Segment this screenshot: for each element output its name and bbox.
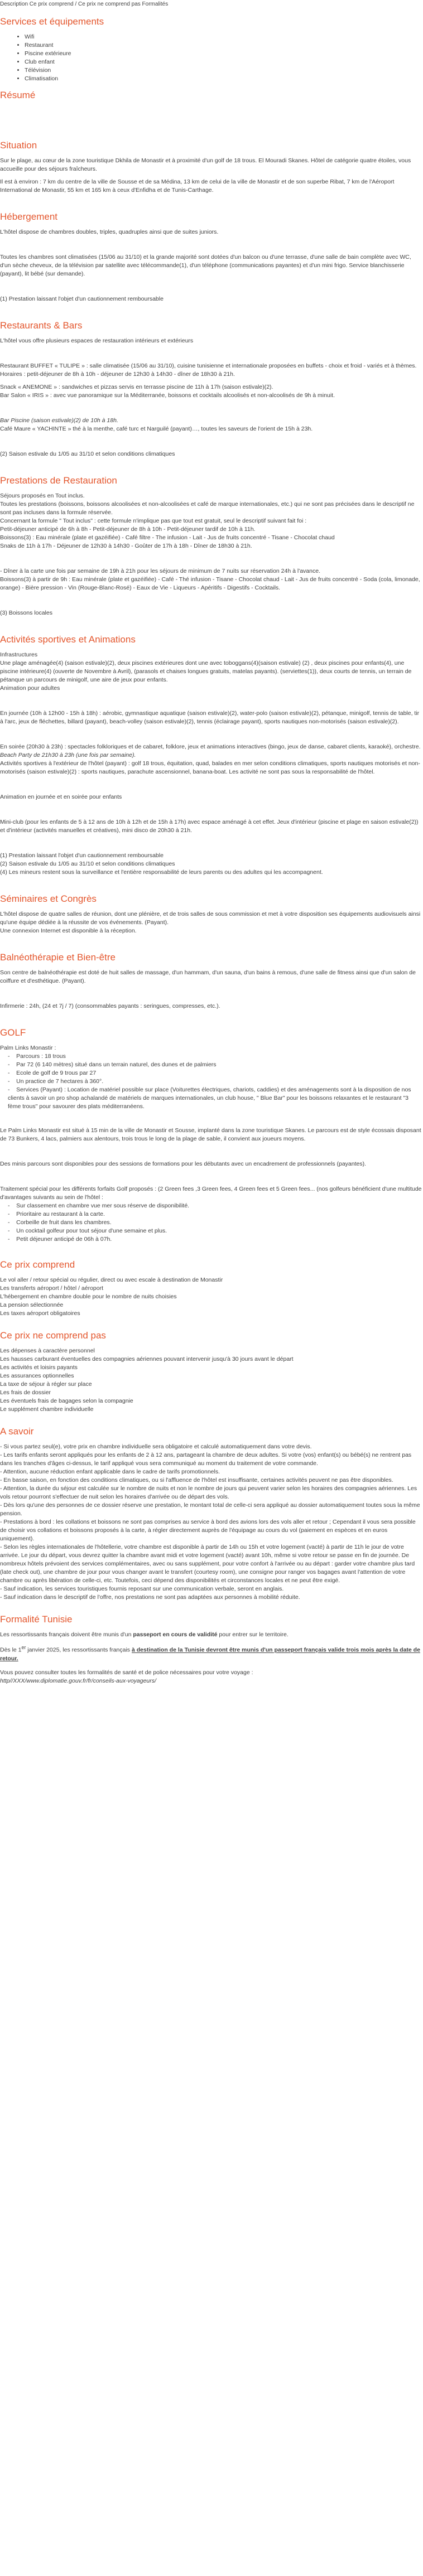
service-item: • Piscine extérieure — [25, 50, 423, 58]
prestations-title: Prestations de Restauration — [0, 475, 117, 486]
spacer — [0, 1114, 423, 1127]
spacer — [0, 1015, 423, 1027]
hebergement-note: (1) Prestation laissant l'objet d'un cautionnement remboursable — [0, 296, 164, 302]
comprend-item: Les taxes aéroport obligatoires — [0, 1310, 80, 1317]
necomprend-item: Les éventuels frais de bagages selon la compagnie — [0, 1398, 133, 1404]
activites-title: Activités sportives et Animations — [0, 634, 136, 645]
formalite-text-bold: passeport en cours de validité — [133, 1631, 218, 1638]
activites-text: En soirée (20h30 à 23h) : spectacles folkloriques et de cabaret, folklore, jeux et animations interactives (bingo, jeux de danse, cabaret clients, karaoké), orchestre. — [0, 743, 421, 750]
golf-text: Des minis parcours sont disponibles pour des sessions de formations pour les débutants avec un encadrement de professionnels (payantes). — [0, 1161, 367, 1167]
spacer — [0, 839, 423, 852]
golf-item: - Par 72 (6 140 mètres) situé dans un terrain naturel, des dunes et de palmiers — [8, 1061, 423, 1069]
activites-note: (1) Prestation laissant l'objet d'un cautionnement remboursable — [0, 852, 164, 859]
formalite-text: Vous pouvez consulter toutes les formalités de santé et de police nécessaires pour votre voyage : — [0, 1669, 253, 1676]
formalite-text-part: janvier 2025, les ressortissants français — [26, 1646, 132, 1654]
necomprend-item: Les activités et loisirs payants — [0, 1364, 78, 1371]
golf-title: GOLF — [0, 1027, 26, 1038]
restaurants-text: Bar Salon « IRIS » : avec vue panoramique sur la Méditerranée, boissons et cocktails alcoolisés et non-alcoolisés de 9h à minuit. — [0, 392, 335, 399]
golf-item: - Services (Payant) : Location de matériel possible sur place (Voiturettes électriques, chariots, caddies) et des aménagements sont à la disposition de nos clients à savoir un pro shop achalandé de matériels de marques internationales, un club house, " Blue Bar" pour les boissons relaxantes et le restaurant "3 fème trous" pour savourer des plats méditerranéens. — [8, 1086, 423, 1111]
golf-item: - Un practice de 7 hectares à 360°. — [8, 1077, 423, 1086]
situation-title: Situation — [0, 140, 37, 151]
spacer — [0, 123, 423, 140]
services-list — [0, 33, 423, 83]
spacer — [0, 597, 423, 609]
seminaires-title: Séminaires et Congrès — [0, 893, 97, 904]
spacer — [0, 107, 423, 123]
formalite-text — [0, 1631, 423, 1639]
prestations-text: Concernant la formule " Tout inclus" : cette formule n'implique pas que tout est gratuit, seul le descriptif suivant fait foi : — [0, 518, 307, 524]
spacer — [0, 731, 423, 743]
formalite-title: Formalité Tunisie — [0, 1614, 73, 1625]
asavoir-item: - Prestations à bord : les collations et boissons ne sont pas comprises au service à bord des avions lors des vols aller et retour ; Cependant il vous sera possible de choisir vos collations et boissons proposés à la carte, à régler directement auprès de l'équipage au cours du vol (paiement en espèces et en euros uniquement). — [0, 1519, 416, 1542]
prestations-note: (3) Boissons locales — [0, 610, 52, 616]
activites-text: Infrastructures — [0, 651, 38, 658]
restaurants-text: Café Maure « YACHINTE » thé à la menthe, café turc et Narguilé (payant)…, toutes les saveurs de l'orient de 15h à 23h. — [0, 426, 313, 432]
asavoir-item: - Attention, aucune réduction enfant applicable dans le cadre de tarifs promotionnels. — [0, 1468, 220, 1475]
necomprend-item: Le supplément chambre individuelle — [0, 1406, 94, 1413]
asavoir-item: - Selon les règles internationales de l'hôtellerie, votre chambre est disponible à partir de 14h ou 15h et votre logement (vacté) à partir de 11h le jour de votre arrivée. Le jour du départ, vous devrez quitter la chambre avant midi et votre logement (vacté) avant 10h, même si votre retour se passe en fin de journée. De nombreux hôtels prévoient des services complémentaires, avec ou sans supplément, pour votre confort à l'arrivée ou au départ : garder votre chambre plus tard (late check out), une chambre de jour pour vous changer avant le transfert (courtesy room), une consigne pour ranger vos bagages avant l'attention de votre chambre ou après libération de celle-ci, etc. Toutefois, ceci dépend des disponibilités et circonstances locales et ne peut être exigé. — [0, 1544, 415, 1584]
spacer — [0, 283, 423, 295]
activites-note: (2) Saison estivale du 1/05 au 31/10 et selon conditions climatiques — [0, 861, 175, 867]
spacer — [0, 1173, 423, 1185]
golf-list — [0, 1052, 423, 1111]
necomprend-item: La taxe de séjour à régler sur place — [0, 1381, 92, 1388]
necomprend-list — [0, 1347, 423, 1414]
asavoir-item: - Sauf indication, les services touristiques fournis reposant sur une communication verbale, seront en anglais. — [0, 1586, 284, 1592]
spacer — [0, 940, 423, 952]
necomprend-item: Les assurances optionnelles — [0, 1372, 74, 1379]
necomprend-item: Les dépenses à caractère personnel — [0, 1347, 95, 1354]
diplomatie-link[interactable]: http//XXX/www.diplomatie.gouv.fr/fr/conseils-aux-voyageurs/ — [0, 1677, 156, 1684]
comprend-item: Le vol aller / retour spécial ou régulier, direct ou avec escale à destination de Monastir — [0, 1277, 223, 1283]
formalite-text-part: pour entrer sur le territoire. — [217, 1631, 289, 1638]
spacer — [0, 308, 423, 320]
golf-advantages-list — [0, 1202, 423, 1244]
comprend-list — [0, 1276, 423, 1318]
spacer — [0, 463, 423, 475]
activites-text: Animation en journée et en soirée pour enfants — [0, 794, 122, 800]
golf-advantage-item: - Prioritaire au restaurant à la carte. — [8, 1210, 423, 1219]
asavoir-item: - Dès lors qu'une des personnes de ce dossier réserve une prestation, le montant total de celle-ci sera appliqué au dossier automatiquement toutes sous la même pension. — [0, 1502, 420, 1517]
asavoir-list — [0, 1443, 423, 1602]
restaurants-title: Restaurants & Bars — [0, 320, 83, 331]
prestations-text: Boissons(3) : Eau minérale (plate et gazéifiée) - Café filtre - The infusion - Lait - Jus de fruits concentré - Tisane - Chocolat chaud — [0, 534, 335, 541]
necomprend-item: Les frais de dossier — [0, 1389, 51, 1396]
balneo-text: Infirmerie : 24h, (24 et 7j / 7) (consommables payants : seringues, compresses, etc.). — [0, 1003, 220, 1009]
spacer — [0, 1414, 423, 1426]
spacer — [0, 781, 423, 793]
golf-text: Traitement spécial pour les différents forfaits Golf proposés : (2 Green fees ,3 Green fees, 4 Green fees et 5 Green fees... (nos golfeurs bénéficient d'une multitude d'avantages suivants au sein de l'hôtel : — [0, 1186, 422, 1201]
restaurants-text: L'hôtel vous offre plusieurs espaces de restauration intérieurs et extérieurs — [0, 337, 194, 344]
tab-bar[interactable]: Description Ce prix comprend / Ce prix ne comprend pas Formalités — [0, 1, 169, 7]
restaurants-text: Snack « ANEMONE » : sandwiches et pizzas servis en terrasse piscine de 11h à 17h (saison estivale)(2). — [0, 384, 273, 390]
service-item: • Climatisation — [25, 75, 423, 83]
prestations-text: Petit-déjeuner anticipé de 6h à 8h - Petit-déjeuner de 8h à 10h - Petit-déjeuner tardif de 10h à 11h. — [0, 526, 256, 533]
spacer — [0, 555, 423, 567]
activites-text: Mini-club (pour les enfants de 5 à 12 ans de 10h à 12h et de 15h à 17h) avec espace aménagé à cet effet. Jeux d'intérieur (piscine et plage en saison estivale(2)) et d'intérieur (activités manuelles et créatives), mini disco de 20h30 à 21h. — [0, 819, 419, 834]
situation-text: Sur le plage, au cœur de la zone touristique Dkhila de Monastir et à proximité d'un golf de 18 trous. El Mouradi Skanes. Hôtel de catégorie quatre étoiles, vous accueille pour des séjours fraîcheurs. — [0, 157, 411, 172]
spacer — [0, 881, 423, 893]
seminaires-text: L'hôtel dispose de quatre salles de réunion, dont une plénière, et de trois salles de sous commission et met à votre disposition ses équipements audiovisuels ainsi qu'une équipe dédiée à la réussite de vos événements. (Payant). — [0, 911, 421, 926]
service-item: • Restaurant — [25, 41, 423, 50]
service-item: • Télévision — [25, 66, 423, 75]
formalite-text-important: à destination de la Tunisie devront être munis d'un passeport français valide trois mois après la date de retour. — [0, 1646, 420, 1662]
activites-text: Une plage aménagée(4) (saison estivale)(2), deux piscines extérieures dont une avec toboggans(4)(saison estivale) (2) , deux piscines pour enfants(4), une piscine intérieure(4) (ouverte de Novembre à Avril), (parasols et chaises longues gratuits, matelas payants). (serviettes(1)), deux courts de tennis, un terrain de pétanque un parcours de minigolf, une aire de jeux pour enfants. — [0, 660, 412, 683]
activites-text: Beach Party de 21h30 à 23h (une fois par semaine). — [0, 752, 136, 758]
spacer — [0, 806, 423, 818]
services-title: Services et équipements — [0, 16, 104, 27]
asavoir-item: - En basse saison, en fonction des conditions climatiques, ou si l'affluence de l'hôtel est insuffisante, certaines activités peuvent ne pas être disponibles. — [0, 1477, 393, 1483]
asavoir-item: - Si vous partez seul(e), votre prix en chambre individuelle sera obligatoire et calculé automatiquement dans votre devis. — [0, 1443, 312, 1450]
comprend-item: L'hébergement en chambre double pour le nombre de nuits choisies — [0, 1293, 177, 1300]
restaurants-text: Bar Piscine (saison estivale)(2) de 10h à 18h. — [0, 417, 118, 424]
asavoir-item: - Attention, la durée du séjour est calculée sur le nombre de nuits et non le nombre de jours qui peuvent varier selon les horaires des compagnies aériennes. Les vols retour pourront s'effectuer de nuit selon les horaires d'arrivée ou de départ des vols. — [0, 1485, 417, 1500]
service-item: • Club enfant — [25, 58, 423, 66]
spacer — [0, 990, 423, 1002]
prestations-text: Séjours proposés en Tout inclus. — [0, 492, 85, 499]
golf-text: Palm Links Monastir : — [0, 1045, 56, 1051]
restaurants-text: Restaurant BUFFET « TULIPE » : salle climatisée (15/06 au 31/10), cuisine tunisienne et internationale proposées en buffets - choix et froid - variés et à thèmes. Horaires : petit-déjeuner de 8h à 10h - déjeuner de 12h30 à 14h30 - dîner de 18h30 à 21h. — [0, 363, 417, 378]
hebergement-text: Toutes les chambres sont climatisées (15/06 au 31/10) et la grande majorité sont dotées d'un balcon ou d'une terrasse, d'une salle de bain complète avec WC, d'un sèche cheveux, de la télévision par satellite avec télécommande(1), d'un téléphone (communications payantes) et d'un mini frigo. Service blanchisserie (payant), lit bébé (sur demande). — [0, 254, 411, 277]
restaurants-note: (2) Saison estivale du 1/05 au 31/10 et selon conditions climatiques — [0, 451, 175, 457]
golf-item: - Ecole de golf de 9 trous par 27 — [8, 1069, 423, 1077]
golf-advantage-item: - Petit déjeuner anticipé de 06h à 07h. — [8, 1235, 423, 1244]
comprend-item: Les transferts aéroport / hôtel / aéroport — [0, 1285, 104, 1292]
spacer — [0, 404, 423, 417]
golf-text: Le Palm Links Monastir est situé à 15 min de la ville de Monastir et Sousse, implanté dans la zone touristique Skanes. Le parcours est de style écossais disposant de 73 Bunkers, 4 lacs, palmiers aux alentours, trois trous le long de la plage de sable, il convient aux joueurs moyens. — [0, 1127, 421, 1142]
seminaires-text: Une connexion Internet est disponible à la réception. — [0, 927, 137, 934]
resume-title: Résumé — [0, 90, 36, 100]
activites-text: Animation pour adultes — [0, 685, 60, 692]
asavoir-title: A savoir — [0, 1426, 34, 1437]
balneo-title: Balnéothérapie et Bien-être — [0, 952, 116, 963]
hebergement-title: Hébergement — [0, 211, 58, 222]
spacer — [0, 1602, 423, 1614]
balneo-text: Son centre de balnéothérapie est doté de huit salles de massage, d'un hammam, d'un sauna, d'un bains à remous, d'une salle de fitness ainsi que d'un salon de coiffure et d'esthétique. (Payant). — [0, 969, 416, 984]
formalite-text — [0, 1644, 423, 1663]
necomprend-title: Ce prix ne comprend pas — [0, 1330, 106, 1341]
asavoir-item: - Sauf indication dans le descriptif de l'offre, nos prestations ne sont pas adaptées aux personnes à mobilité réduite. — [0, 1594, 300, 1601]
comprend-title: Ce prix comprend — [0, 1259, 75, 1270]
service-item: • Wifi — [25, 33, 423, 41]
spacer — [0, 350, 423, 362]
spacer — [0, 199, 423, 211]
spacer — [0, 1318, 423, 1330]
spacer — [0, 1247, 423, 1259]
activites-note: (4) Les mineurs restent sous la surveillance et l'entière responsabilité de leurs parents ou des adultes qui les accompagnent. — [0, 869, 323, 876]
situation-text: Il est à environ : 7 km du centre de la ville de Sousse et de sa Médina, 13 km de celui de la ville de Monastir et de son superbe Ribat, 7 km de l'Aéroport International de Monastir, 55 km et 165 km à ceux d'Enfidha et de Tunis-Carthage. — [0, 178, 395, 194]
golf-advantage-item: - Sur classement en chambre vue mer sous réserve de disponibilité. — [8, 1202, 423, 1210]
prestations-text: - Dîner à la carte une fois par semaine de 19h à 21h pour les séjours de minimum de 7 nuits sur réservation 24h à l'avance. — [0, 568, 320, 574]
spacer — [0, 1663, 423, 1669]
hebergement-text: L'hôtel dispose de chambres doubles, triples, quadruples ainsi que de suites juniors. — [0, 229, 219, 235]
golf-item: - Parcours : 18 trous — [8, 1052, 423, 1061]
formalite-text-part: Dès le 1 — [0, 1646, 22, 1654]
spacer — [0, 697, 423, 709]
spacer — [0, 1148, 423, 1160]
spacer — [0, 438, 423, 450]
prestations-text: Snaks de 11h à 17h - Déjeuner de 12h30 à 14h30 - Goûter de 17h à 18h - Dîner de 18h30 à 21h. — [0, 543, 252, 549]
spacer — [0, 622, 423, 634]
comprend-item: La pension sélectionnée — [0, 1302, 64, 1308]
necomprend-item: Les hausses carburant éventuelles des compagnies aériennes pouvant intervenir jusqu'à 30 jours avant le départ — [0, 1356, 294, 1362]
formalite-text-part: Les ressortissants français doivent être munis d'un — [0, 1631, 133, 1638]
asavoir-item: - Les tarifs enfants seront appliqués pour les enfants de 2 à 12 ans, partageant la chambre de deux adultes. Si votre (vos) enfant(s) ou bébé(s) ne rentrent pas dans les tranches d'âges ci-dessus, le tarif appliqué vous sera communiqué au moment du traitement de votre commande. — [0, 1452, 412, 1467]
spacer — [0, 241, 423, 253]
activites-text: En journée (10h à 12h00 - 15h à 18h) : aérobic, gymnastique aquatique (saison estivale)(2), water-polo (saison estivale)(2), pétanque, minigolf, tennis de table, tir à l'arc, jeux de fléchettes, billard (payant), beach-volley (saison estivale)(2), tennis (éclairage payant), sports nautiques non-motorisés (saison estivale)(2). — [0, 710, 420, 725]
prestations-text: Toutes les prestations (boissons, boissons alcoolisées et non-alcoolisées et café de marque internationales, etc.) qui ne sont pas précisées dans le descriptif ne sont pas incluses dans la formule réservée. — [0, 501, 415, 516]
activites-text: Activités sportives à l'extérieur de l'hôtel (payant) : golf 18 trous, équitation, quad, balades en mer selon conditions climatiques, sports nautiques motorisés et non-motorisés (saison estivale)(2) : sports nautiques, parachute ascensionnel, banana-boat. Les activité ne sont pas sous la responsabilité de l'hôtel. — [0, 760, 420, 775]
formalite-text-sup: er — [21, 1645, 26, 1650]
golf-advantage-item: - Un cocktail golfeur pour tout séjour d'une semaine et plus. — [8, 1227, 423, 1235]
golf-advantage-item: - Corbeille de fruit dans les chambres. — [8, 1219, 423, 1227]
prestations-text: Boissons(3) à partir de 9h : Eau minérale (plate et gazéifiée) - Café - Thé infusion - Tisane - Chocolat chaud - Lait - Jus de fruits concentré - Soda (cola, limonade, orange) - Bière pression - Vin (Rouge-Blanc-Rosé) - Eaux de Vie - Liqueurs - Apéritifs - Digestifs - Cocktails. — [0, 576, 420, 591]
